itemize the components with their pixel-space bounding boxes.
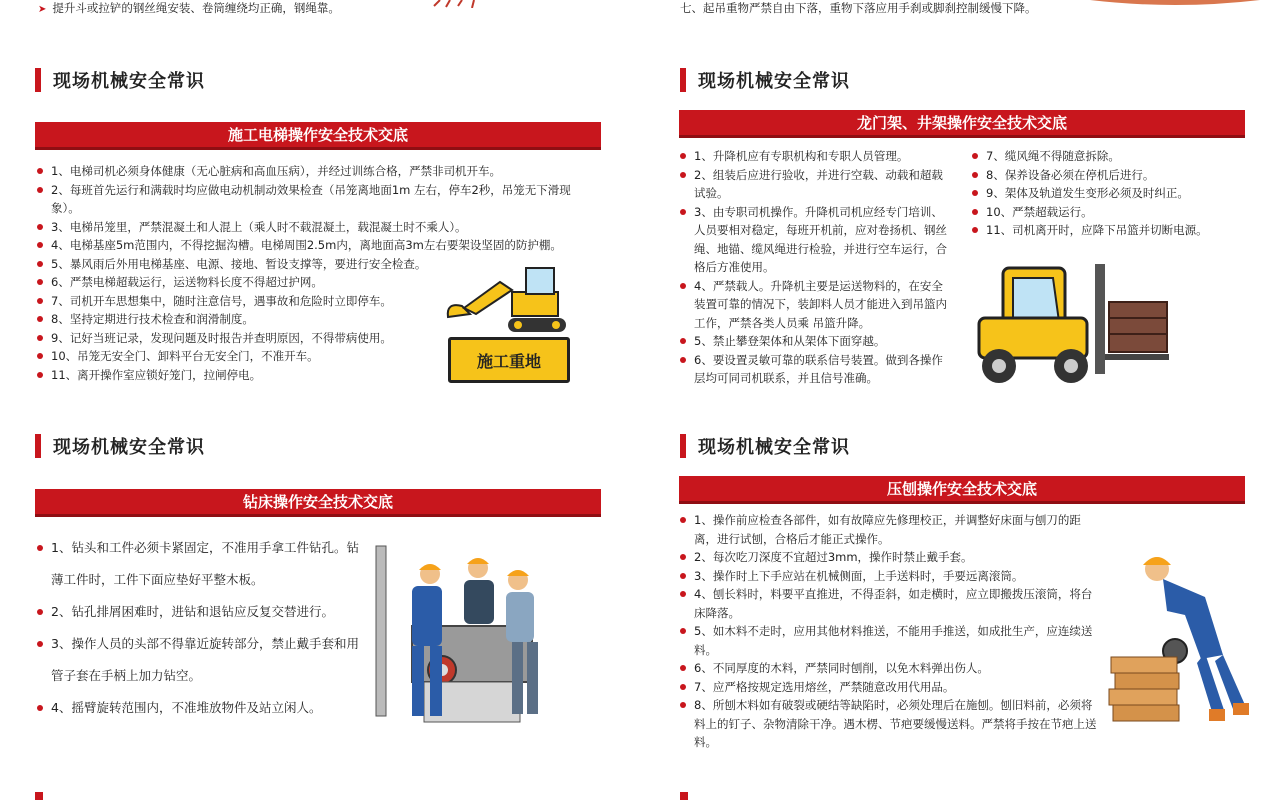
list-item: 6、严禁电梯超载运行，运送物料长度不得超过护网。 <box>35 273 451 292</box>
arrow-icon: ➤ <box>38 4 47 15</box>
list-item: 9、架体及轨道发生变形必须及时纠正。 <box>970 184 1245 203</box>
next-section-bar-left <box>35 792 43 800</box>
drill-workers-icon <box>372 540 572 725</box>
list-item: 9、记好当班记录，发现问题及时报告并查明原因，不得带病使用。 <box>35 329 451 348</box>
top-left-line: ➤ 提升斗或拉铲的钢丝绳安装、卷筒缠绕均正确，钢绳靠。 <box>38 1 340 15</box>
carpenter-worker-icon <box>1105 545 1260 725</box>
list-item: 2、每班首先运行和满载时均应做电动机制动效果检查（吊笼离地面1m 左右，停车2秒，吊笼无下滑现象）。 <box>35 181 580 218</box>
list-item: 7、司机开车思想集中，随时注意信号，遇事故和危险时立即停车。 <box>35 292 451 311</box>
construction-zone-sign: 施工重地 <box>448 337 570 383</box>
list-item: 3、操作人员的头部不得靠近旋转部分，禁止戴手套和用管子套在手柄上加力钻空。 <box>35 628 365 692</box>
list-item: 2、钻孔排屑困难时，进钻和退钻应反复交替进行。 <box>35 596 365 628</box>
list-item: 4、摇臂旋转范围内，不准堆放物件及站立闲人。 <box>35 692 365 724</box>
drill-banner: 钻床操作安全技术交底 <box>35 489 601 517</box>
list-item: 3、电梯吊笼里，严禁混凝土和人混上（乘人时不载混凝土，载混凝土时不乘人）。 <box>35 218 580 237</box>
elevator-banner: 施工电梯操作安全技术交底 <box>35 122 601 150</box>
gantry-list-left <box>678 147 953 388</box>
list-item: 3、由专职司机操作。升降机司机应经专门培训、人员要相对稳定，每班开机前，应对卷扬机、钢丝绳、地锚、缆风绳进行检验，并进行空车运行，合格后方准使用。 <box>678 203 953 277</box>
list-item: 6、不同厚度的木料，严禁同时刨削，以免木料弹出伤人。 <box>678 659 1098 678</box>
list-item: 8、所刨木料如有破裂或硬结等缺陷时，必须处理后在施刨。刨旧料前，必须将料上的钉子、杂物清除干净。遇木楞、节疤要缓慢送料。严禁将手按在节疤上送料。 <box>678 696 1098 752</box>
drill-list <box>35 532 365 724</box>
list-item: 5、暴风雨后外用电梯基座、电源、接地、暂设支撑等，要进行安全检查。 <box>35 255 580 274</box>
list-item: 1、操作前应检查各部件，如有故障应先修理校正，并调整好床面与刨刀的距离，进行试刨，合格后才能正式操作。 <box>678 511 1098 548</box>
list-item: 2、每次吃刀深度不宜超过3mm，操作时禁止戴手套。 <box>678 548 1098 567</box>
top-right-line: 七、起吊重物严禁自由下落，重物下落应用手刹或脚刹控制缓慢下降。 <box>680 1 1037 15</box>
list-item: 1、钻头和工件必须卡紧固定，不准用手拿工件钻孔。钻薄工件时，工件下面应垫好平整木板。 <box>35 532 365 596</box>
list-item: 11、司机离开时，应降下吊篮并切断电源。 <box>970 221 1245 240</box>
list-item: 1、电梯司机必须身体健康（无心脏病和高血压病），并经过训练合格，严禁非司机开车。 <box>35 162 580 181</box>
planer-list <box>678 511 1098 752</box>
list-item: 4、严禁载人。升降机主要是运送物料的，在安全装置可靠的情况下，装卸料人员才能进入到吊篮内工作，严禁各类人员乘 吊篮升降。 <box>678 277 953 333</box>
list-item: 5、如木料不走时，应用其他材料推送，不能用手推送，如成批生产，应连续送料。 <box>678 622 1098 659</box>
list-item: 1、升降机应有专职机构和专职人员管理。 <box>678 147 953 166</box>
list-item: 8、坚持定期进行技术检查和润滑制度。 <box>35 310 451 329</box>
list-item: 11、离开操作室应锁好笼门，拉闸停电。 <box>35 366 451 385</box>
section-title-gantry: 现场机械安全常识 <box>680 66 850 94</box>
list-item: 7、应严格按规定选用熔丝，严禁随意改用代用品。 <box>678 678 1098 697</box>
cutoff-decoration-icon <box>1090 0 1260 8</box>
planer-banner: 压刨操作安全技术交底 <box>679 476 1245 504</box>
list-item: 10、吊笼无安全门、卸料平台无安全门，不准开车。 <box>35 347 451 366</box>
list-item: 4、刨长料时，料要平直推进，不得歪斜，如走横时，应立即搬拨压滚筒，将台床降落。 <box>678 585 1098 622</box>
list-item: 5、禁止攀登架体和从架体下面穿越。 <box>678 332 953 351</box>
section-title-elevator: 现场机械安全常识 <box>35 66 205 94</box>
list-item: 8、保养设备必须在停机后进行。 <box>970 166 1245 185</box>
list-item: 2、组装后应进行验收，并进行空载、动载和超载试验。 <box>678 166 953 203</box>
list-item: 3、操作时上下手应站在机械侧面，上手送料时，手要远离滚筒。 <box>678 567 1098 586</box>
section-title-planer: 现场机械安全常识 <box>680 432 850 460</box>
excavator-icon <box>440 262 575 337</box>
list-item: 4、电梯基座5m范围内，不得挖掘沟槽。电梯周围2.5m内，离地面高3m左右要架设坚固的防护棚。 <box>35 236 580 255</box>
list-item: 6、要设置灵敏可靠的联系信号装置。做到各操作层均可同司机联系，并且信号准确。 <box>678 351 953 388</box>
list-item: 10、严禁超载运行。 <box>970 203 1245 222</box>
next-section-bar-right <box>680 792 688 800</box>
gantry-banner: 龙门架、井架操作安全技术交底 <box>679 110 1245 138</box>
gantry-list-right <box>970 147 1245 240</box>
list-item: 7、缆风绳不得随意拆除。 <box>970 147 1245 166</box>
forklift-icon <box>975 262 1175 387</box>
section-title-drill: 现场机械安全常识 <box>35 432 205 460</box>
cutoff-illustration-icon <box>430 0 490 8</box>
